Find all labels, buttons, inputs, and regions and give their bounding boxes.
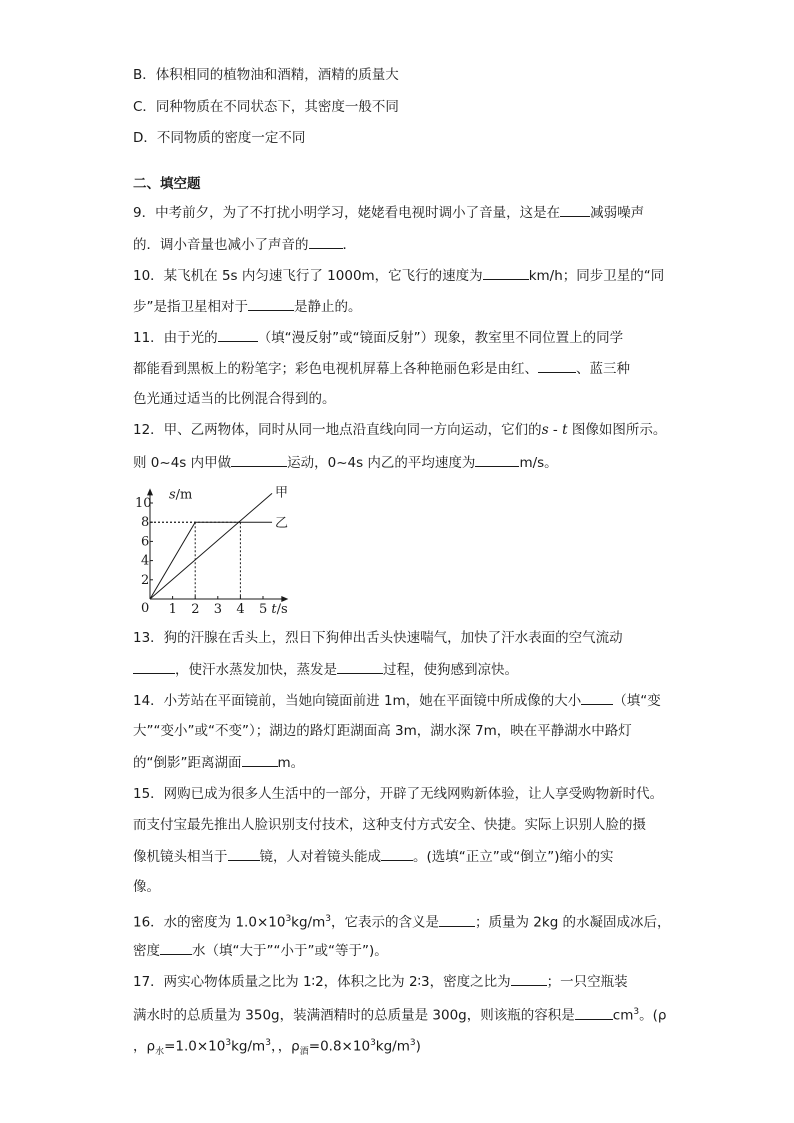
x-axis-label: t/s: [271, 602, 288, 617]
question-14-line-3: 的“倒影”距离湖面 m。: [133, 755, 305, 771]
series-label-1: 甲: [275, 485, 289, 501]
blank[interactable]: [381, 847, 413, 861]
series-line-1: [150, 493, 272, 599]
question-14-line-1: 14．小芳站在平面镜前，当她向镜面前进 1m，她在平面镜中所成像的大小 （填“变: [133, 693, 661, 709]
y-tick-label: 10: [135, 496, 152, 511]
question-14-line-2: 大”“变小”或“不变”）；湖边的路灯距湖面高 3m，湖水深 7m，映在平静湖水中路灯: [133, 723, 632, 739]
origin-label: 0: [141, 601, 150, 616]
question-17-line-1: 17．两实心物体质量之比为 1∶2，体积之比为 2∶3，密度之比为 ；一只空瓶装: [133, 974, 628, 990]
blank[interactable]: [439, 913, 475, 927]
y-axis-label: s/m: [169, 487, 193, 503]
blank[interactable]: [511, 972, 547, 986]
blank[interactable]: [538, 359, 576, 373]
question-11-line-2: 都能看到黑板上的粉笔字；彩色电视机屏幕上各种艳丽色彩是由红、 、蓝三种: [133, 361, 630, 377]
y-axis-arrow: [147, 488, 153, 495]
option-b: B．体积相同的植物油和酒精，酒精的质量大: [133, 67, 399, 83]
blank[interactable]: [337, 660, 383, 674]
blank[interactable]: [228, 847, 260, 861]
question-15-line-2: 而支付宝最先推出人脸识别支付技术，这种支付方式安全、快捷。实际上识别人脸的摄: [133, 817, 646, 833]
blank[interactable]: [133, 660, 175, 674]
blank[interactable]: [581, 691, 613, 705]
question-16-line-1: 16．水的密度为 $1.0\times 10^3kg/m^3$，它表示的含义是 ；质量为 2kg 的水凝固成冰后，: [133, 914, 671, 931]
series-line-2: [150, 522, 272, 599]
blank[interactable]: [242, 753, 278, 767]
x-tick-label: 2: [191, 602, 200, 617]
question-9-line-2: 的．调小音量也减小了声音的 ．: [133, 237, 356, 253]
y-tick-label: 4: [141, 553, 150, 569]
question-17-line-2: 满水时的总质量为 350g，装满酒精时的总质量是 300g，则该瓶的容积是 $cm^3$。(ρ: [133, 1007, 667, 1024]
blank[interactable]: [309, 235, 343, 249]
y-tick-label: 8: [141, 515, 150, 531]
series-label-2: 乙: [275, 516, 289, 532]
blank[interactable]: [218, 328, 258, 342]
blank[interactable]: [560, 203, 590, 217]
question-15-line-3: 像机镜头相当于 镜，人对着镜头能成 。(选填“正立”或“倒立”)缩小的实: [133, 849, 614, 865]
section-title: 二、填空题: [133, 176, 201, 192]
blank[interactable]: [575, 1006, 613, 1020]
question-11-line-1: 11．由于光的 （填“漫反射”或“镜面反射”）现象，教室里不同位置上的同学: [133, 330, 624, 346]
question-17-line-3: ，$\rho_水=1.0\times 10^3kg/m^3$，，$\rho_酒=0.8\times 10^3kg/m^3$): [133, 1038, 421, 1058]
x-tick-label: 1: [168, 602, 177, 617]
option-d: D．不同物质的密度一定不同: [133, 130, 306, 146]
blank[interactable]: [231, 453, 287, 467]
question-15-line-4: 像。: [133, 879, 160, 895]
y-tick-label: 6: [141, 534, 150, 550]
question-13-line-2: ，使汗水蒸发加快，蒸发是 过程，使狗感到凉快。: [133, 660, 518, 679]
blank[interactable]: [248, 297, 294, 311]
x-tick-label: 3: [213, 602, 223, 617]
question-10-line-1: 10．某飞机在 5s 内匀速飞行了 1000m，它飞行的速度为 km/h；同步卫星的“同: [133, 268, 665, 284]
question-9-line-1: 9．中考前夕，为了不打扰小明学习，姥姥看电视时调小了音量，这是在 减弱噪声: [133, 205, 645, 221]
option-c: C．同种物质在不同状态下，其密度一般不同: [133, 99, 399, 115]
question-12-line-1: 12．甲、乙两物体，同时从同一地点沿直线向同一方向运动，它们的s - t 图像如图所示。: [133, 422, 667, 438]
blank[interactable]: [475, 453, 519, 467]
question-11-line-3: 色光通过适当的比例混合得到的。: [133, 391, 336, 407]
s-t-graph: [135, 480, 328, 617]
question-13-line-1: 13．狗的汗腺在舌头上，烈日下狗伸出舌头快速喘气，加快了汗水表面的空气流动: [133, 630, 623, 646]
question-15-line-1: 15．网购已成为很多人生活中的一部分，开辟了无线网购新体验，让人享受购物新时代。: [133, 786, 664, 802]
y-tick-label: 2: [141, 572, 150, 588]
x-tick-label: 4: [236, 602, 245, 617]
blank[interactable]: [483, 266, 529, 280]
question-12-line-2: 则 0~4s 内甲做 运动，0~4s 内乙的平均速度为 m/s。: [133, 455, 558, 471]
x-tick-label: 5: [259, 602, 268, 617]
question-16-line-2: 密度 水（填“大于”“小于”或“等于”)。: [133, 943, 388, 959]
question-10-line-2: 步”是指卫星相对于 是静止的。: [133, 299, 362, 315]
blank[interactable]: [160, 941, 192, 955]
